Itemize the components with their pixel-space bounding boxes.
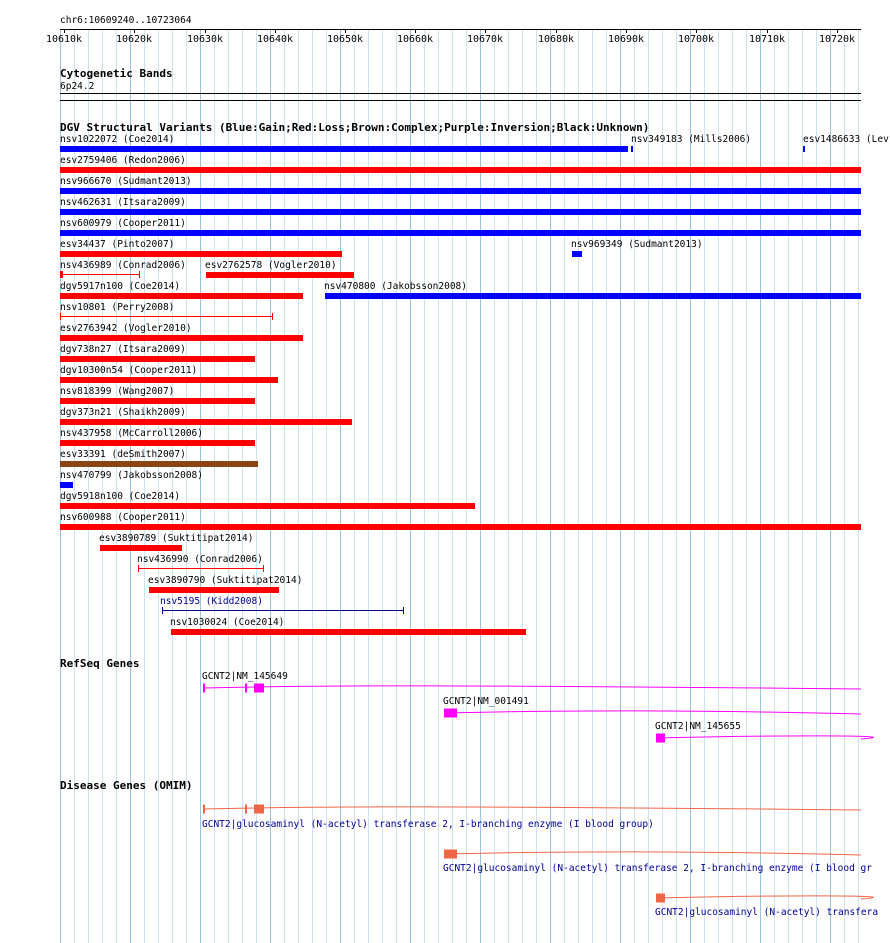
variant-bar[interactable] xyxy=(572,251,582,257)
variant-label: nsv349183 (Mills2006) xyxy=(631,134,752,145)
variant-end-tick xyxy=(263,565,264,572)
ruler-tick-label: 10690k xyxy=(607,34,645,45)
variant-label: esv34437 (Pinto2007) xyxy=(60,239,175,250)
ruler-tick xyxy=(556,29,557,33)
variant-label: nsv462631 (Itsara2009) xyxy=(60,197,186,208)
ruler-tick xyxy=(134,29,135,33)
ruler-tick-label: 10640k xyxy=(256,34,294,45)
variant-bar[interactable] xyxy=(60,188,861,194)
variant-label: dgv5918n100 (Coe2014) xyxy=(60,491,181,502)
variant-end-tick xyxy=(403,607,404,614)
variant-label: nsv600979 (Cooper2011) xyxy=(60,218,186,229)
variant-label: esv3890789 (Suktitipat2014) xyxy=(99,533,254,544)
variant-label: nsv818399 (Wang2007) xyxy=(60,386,175,397)
variant-bar[interactable] xyxy=(803,146,805,152)
variant-bar[interactable] xyxy=(60,440,255,446)
variant-bar[interactable] xyxy=(60,419,352,425)
variant-label: dgv10300n54 (Cooper2011) xyxy=(60,365,198,376)
ruler-tick xyxy=(64,29,65,33)
variant-label: nsv436989 (Conrad2006) xyxy=(60,260,186,271)
variant-label: nsv436990 (Conrad2006) xyxy=(137,554,263,565)
variant-label: esv1486633 (Lev xyxy=(803,134,889,145)
ruler-tick-label: 10710k xyxy=(748,34,786,45)
refseq-exon xyxy=(254,684,264,693)
variant-bar[interactable] xyxy=(60,209,861,215)
refseq-exon xyxy=(656,734,665,743)
variant-bar[interactable] xyxy=(631,146,633,152)
omim-exon xyxy=(203,805,205,814)
variant-bar[interactable] xyxy=(60,524,861,530)
variant-label: dgv5917n100 (Coe2014) xyxy=(60,281,181,292)
variant-label: esv2759406 (Redon2006) xyxy=(60,155,186,166)
ruler-tick-label: 10680k xyxy=(537,34,575,45)
variant-end-tick xyxy=(272,313,273,320)
ruler-tick-label: 10720k xyxy=(818,34,856,45)
variant-end-tick xyxy=(139,271,140,278)
omim-gene-model[interactable] xyxy=(0,839,890,869)
ruler-tick-label: 10630k xyxy=(186,34,224,45)
cytoband-line-top[interactable] xyxy=(60,93,861,94)
ruler-tick-label: 10660k xyxy=(396,34,434,45)
variant-label: nsv969349 (Sudmant2013) xyxy=(571,239,703,250)
variant-label: nsv600988 (Cooper2011) xyxy=(60,512,186,523)
ruler-tick xyxy=(626,29,627,33)
variant-end-tick xyxy=(60,313,61,320)
ruler-tick xyxy=(837,29,838,33)
variant-bar[interactable] xyxy=(60,167,861,173)
refseq-gene-model[interactable] xyxy=(0,723,890,753)
variant-label: esv33391 (deSmith2007) xyxy=(60,449,186,460)
ruler-tick-label: 10700k xyxy=(677,34,715,45)
variant-bar[interactable] xyxy=(206,272,354,278)
variant-label: nsv1022072 (Coe2014) xyxy=(60,134,175,145)
variant-bar[interactable] xyxy=(162,610,404,611)
refseq-exon xyxy=(444,709,457,718)
variant-bar[interactable] xyxy=(325,293,861,299)
refseq-exon xyxy=(203,684,205,693)
variant-bar[interactable] xyxy=(60,461,258,467)
cytoband-track-title: Cytogenetic Bands xyxy=(60,67,173,80)
variant-label: nsv470799 (Jakobsson2008) xyxy=(60,470,203,481)
variant-label: nsv437958 (McCarroll2006) xyxy=(60,428,203,439)
variant-bar[interactable] xyxy=(60,316,273,317)
variant-bar[interactable] xyxy=(100,545,182,551)
ruler-tick xyxy=(485,29,486,33)
variant-bar[interactable] xyxy=(138,568,264,569)
refseq-gene-label: GCNT2|NM_145649 xyxy=(202,671,288,682)
variant-label: dgv373n21 (Shaikh2009) xyxy=(60,407,186,418)
variant-label: esv3890790 (Suktitipat2014) xyxy=(148,575,303,586)
ruler-axis[interactable] xyxy=(60,29,861,30)
refseq-gene-label: GCNT2|NM_145655 xyxy=(655,721,741,732)
variant-label: nsv966670 (Sudmant2013) xyxy=(60,176,192,187)
ruler-tick xyxy=(205,29,206,33)
variant-label: nsv1030024 (Coe2014) xyxy=(170,617,285,628)
variant-bar[interactable] xyxy=(60,398,255,404)
ruler-tick xyxy=(415,29,416,33)
variant-bar[interactable] xyxy=(60,230,861,236)
ruler-tick xyxy=(275,29,276,33)
variant-label: dgv738n27 (Itsara2009) xyxy=(60,344,186,355)
ruler-tick-label: 10620k xyxy=(115,34,153,45)
variant-bar[interactable] xyxy=(60,377,278,383)
variant-bar[interactable] xyxy=(60,482,73,488)
variant-label: nsv5195 (Kidd2008) xyxy=(160,596,263,607)
refseq-track-title: RefSeq Genes xyxy=(60,657,140,670)
omim-gene-label: GCNT2|glucosaminyl (N-acetyl) transferase 2, I-branching enzyme (I blood gr xyxy=(443,863,872,874)
omim-gene-model[interactable] xyxy=(0,794,890,824)
variant-label: nsv10801 (Perry2008) xyxy=(60,302,175,313)
omim-track-title: Disease Genes (OMIM) xyxy=(60,779,193,792)
refseq-exon xyxy=(245,684,247,693)
ruler-tick-label: 10670k xyxy=(466,34,504,45)
variant-bar[interactable] xyxy=(60,335,303,341)
variant-bar[interactable] xyxy=(171,629,526,635)
variant-end-tick xyxy=(138,565,139,572)
refseq-gene-label: GCNT2|NM_001491 xyxy=(443,696,529,707)
ruler-tick-label: 10650k xyxy=(326,34,364,45)
variant-end-tick xyxy=(162,607,163,614)
ruler-tick-label: 10610k xyxy=(45,34,83,45)
dgv-track-title: DGV Structural Variants (Blue:Gain;Red:Loss;Brown:Complex;Purple:Inversion;Black:Unknown) xyxy=(60,121,650,134)
omim-gene-label: GCNT2|glucosaminyl (N-acetyl) transfera xyxy=(655,907,879,918)
variant-label: esv2762578 (Vogler2010) xyxy=(205,260,337,271)
omim-gene-model[interactable] xyxy=(0,883,890,913)
variant-bar[interactable] xyxy=(60,251,342,257)
variant-label: nsv470800 (Jakobsson2008) xyxy=(324,281,467,292)
ruler-tick xyxy=(767,29,768,33)
cytoband-line-bottom xyxy=(60,100,861,101)
ruler-coordinate: chr6:10609240..10723064 xyxy=(60,15,192,26)
omim-exon xyxy=(444,850,457,859)
variant-bar[interactable] xyxy=(149,587,279,593)
ruler-tick xyxy=(696,29,697,33)
variant-bar[interactable] xyxy=(60,146,628,152)
variant-bar[interactable] xyxy=(60,356,255,362)
variant-bar[interactable] xyxy=(60,503,475,509)
cytoband-label: 6p24.2 xyxy=(60,81,95,92)
omim-gene-label: GCNT2|glucosaminyl (N-acetyl) transferase 2, I-branching enzyme (I blood group) xyxy=(202,819,654,830)
variant-bar[interactable] xyxy=(60,274,140,275)
ruler-tick xyxy=(345,29,346,33)
variant-bar[interactable] xyxy=(60,293,303,299)
variant-label: esv2763942 (Vogler2010) xyxy=(60,323,192,334)
variant-block xyxy=(60,271,63,278)
omim-exon xyxy=(245,805,247,814)
omim-exon xyxy=(254,805,264,814)
omim-exon xyxy=(656,894,665,903)
